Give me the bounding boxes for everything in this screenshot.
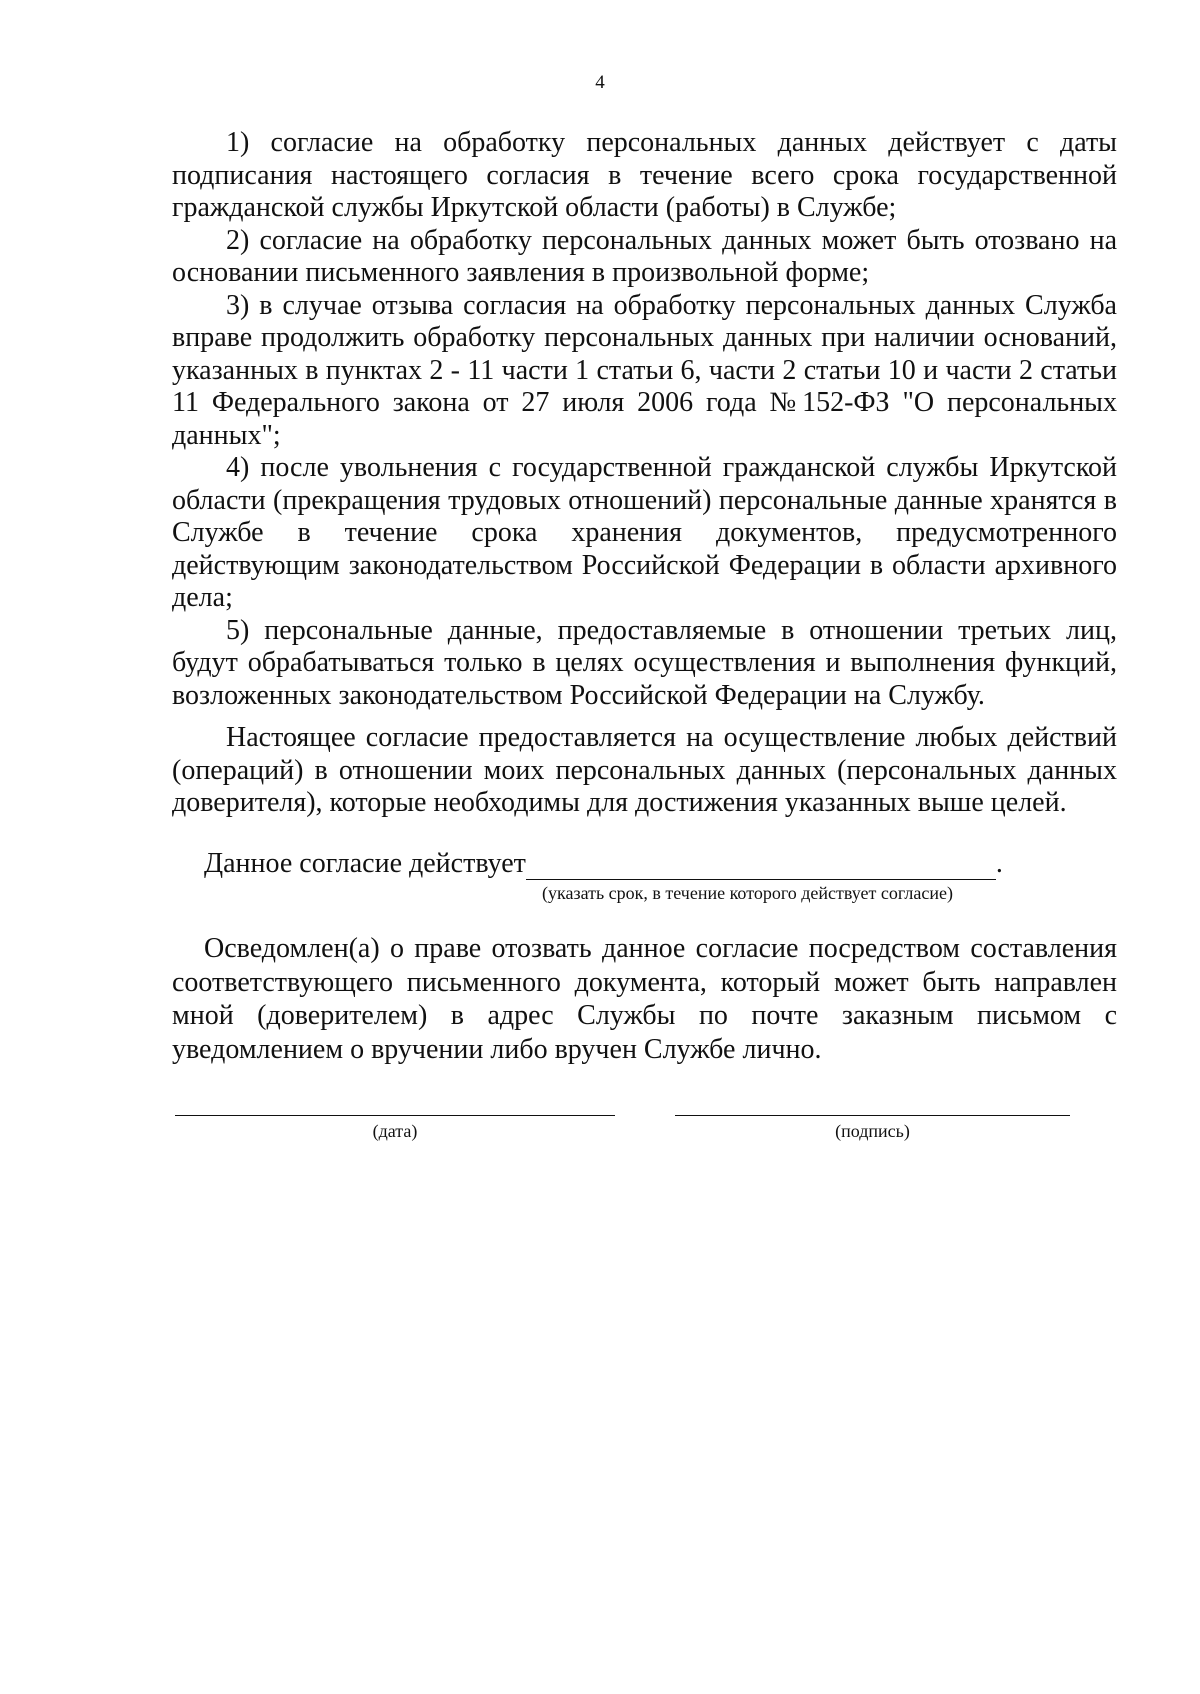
signature-row <box>0 1085 1200 1145</box>
date-caption: (дата) <box>372 1121 418 1141</box>
page-number: 4 <box>595 72 605 93</box>
validity-section <box>172 848 1117 903</box>
term-item-5: 5) персональные данные, предоставляемые в отношении третьих лиц, будут обрабатываться только в целях осуществления и выполнения функций, возложенных законодательством Российской Федерации на Службу. <box>172 614 1117 711</box>
term-item-2: 2) согласие на обработку персональных данных может быть отозвано на основании письменного заявления в произвольной форме; <box>172 224 1117 288</box>
informed-section <box>172 932 1117 1066</box>
signature-caption: (подпись) <box>835 1121 910 1141</box>
validity-label: Данное согласие действует <box>204 848 526 879</box>
consent-terms <box>172 127 1117 820</box>
signature-line <box>675 1085 1070 1116</box>
date-field <box>175 1085 615 1142</box>
term-item-1: 1) согласие на обработку персональных данных действует с даты подписания настоящего согласия в течение всего срока государственной гражданской службы Иркутской области (работы) в Службе; <box>172 127 1117 223</box>
signature-field <box>675 1085 1070 1142</box>
validity-hint: (указать срок, в течение которого действует согласие) <box>542 883 953 903</box>
term-item-3: 3) в случае отзыва согласия на обработку персональных данных Служба вправе продолжить обработку персональных данных при наличии оснований, указанных в пунктах 2 - 11 части 1 статьи 6, части 2 статьи 10 и части 2 статьи 11 Федерального закона от 27 июля 2006 года №152-ФЗ "О персональных данных"; <box>172 289 1117 451</box>
validity-row <box>172 848 1117 880</box>
consent-scope-paragraph: Настоящее согласие предоставляется на осуществление любых действий (операций) в отношении моих персональных данных (персональных данных доверителя), которые необходимы для достижения указанных выше целей. <box>172 722 1117 818</box>
informed-paragraph: Осведомлен(а) о праве отозвать данное согласие посредством составления соответствующего письменного документа, который может быть направлен мной (доверителем) в адрес Службы по почте заказным письмом с уведомлением о вручении либо вручен Службе лично. <box>172 933 1117 1065</box>
validity-blank-line <box>526 851 996 880</box>
date-line <box>175 1085 615 1116</box>
validity-end-mark: . <box>995 848 1003 879</box>
term-item-4: 4) после увольнения с государственной гражданской службы Иркутской области (прекращения трудовых отношений) персональные данные хранятся в Службе в течение срока хранения документов, предусмотренного действующим законодательством Российской Федерации в области архивного дела; <box>172 452 1117 613</box>
